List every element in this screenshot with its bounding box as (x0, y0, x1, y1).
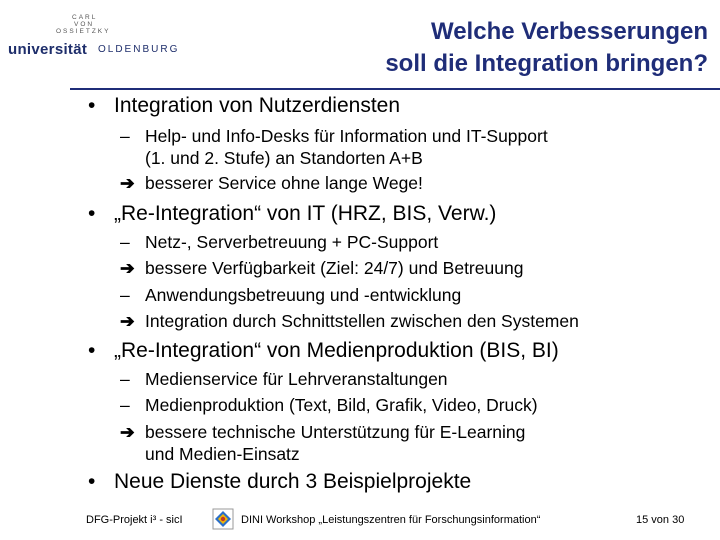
slide-title-line-1: Welche Verbesserungen (430, 18, 708, 45)
footer-workshop: DINI Workshop „Leistungszentren für Forschungsinformation“ (241, 514, 541, 526)
logo-line-von: VON (74, 21, 95, 28)
logo-oldenburg: OLDENBURG (98, 44, 180, 55)
logo-universitaet: universität (8, 41, 88, 58)
project-logo-icon (212, 508, 234, 530)
logo-line-ossietzky: OSSIETZKY (56, 28, 111, 35)
arrow-icon: ➔ (120, 258, 135, 278)
arrow-icon: ➔ (120, 311, 135, 331)
logo-line-carl: CARL (72, 14, 98, 21)
footer-project: DFG-Projekt i³ - sicI (86, 514, 183, 526)
footer-page-number: 15 von 30 (636, 514, 685, 526)
slide-content: • Integration von Nutzerdiensten – Help- und Info-Desks für Information und IT-Support (1. und 2. Stufe) an Standorten A+B ➔ besserer Service ohne lange Wege! • „Re-Integration“ von IT (HRZ, BIS, Verw.) – Netz-, Serverbetreuung + PC-Support ➔ bessere Verfügbarkeit (Ziel: 24/7) und Betreuung – Anwendungsbetreuung und -entwicklung ➔ Integration durch Schnittstellen zwischen den Systemen • „Re-Integration“ von Medienproduktion (BIS, BI) – Medienservice für Lehrveranstaltungen – Medienproduktion (Text, Bild, Grafik, Video, Druck) ➔ bessere technische Unterstützung für E-Learning und Medien-Einsatz • Neue Dienste durch 3 Beispielprojekte (88, 94, 579, 493)
slide-title-line-2: soll die Integration bringen? (385, 50, 708, 77)
arrow-icon: ➔ (120, 422, 135, 442)
arrow-icon: ➔ (120, 173, 135, 193)
